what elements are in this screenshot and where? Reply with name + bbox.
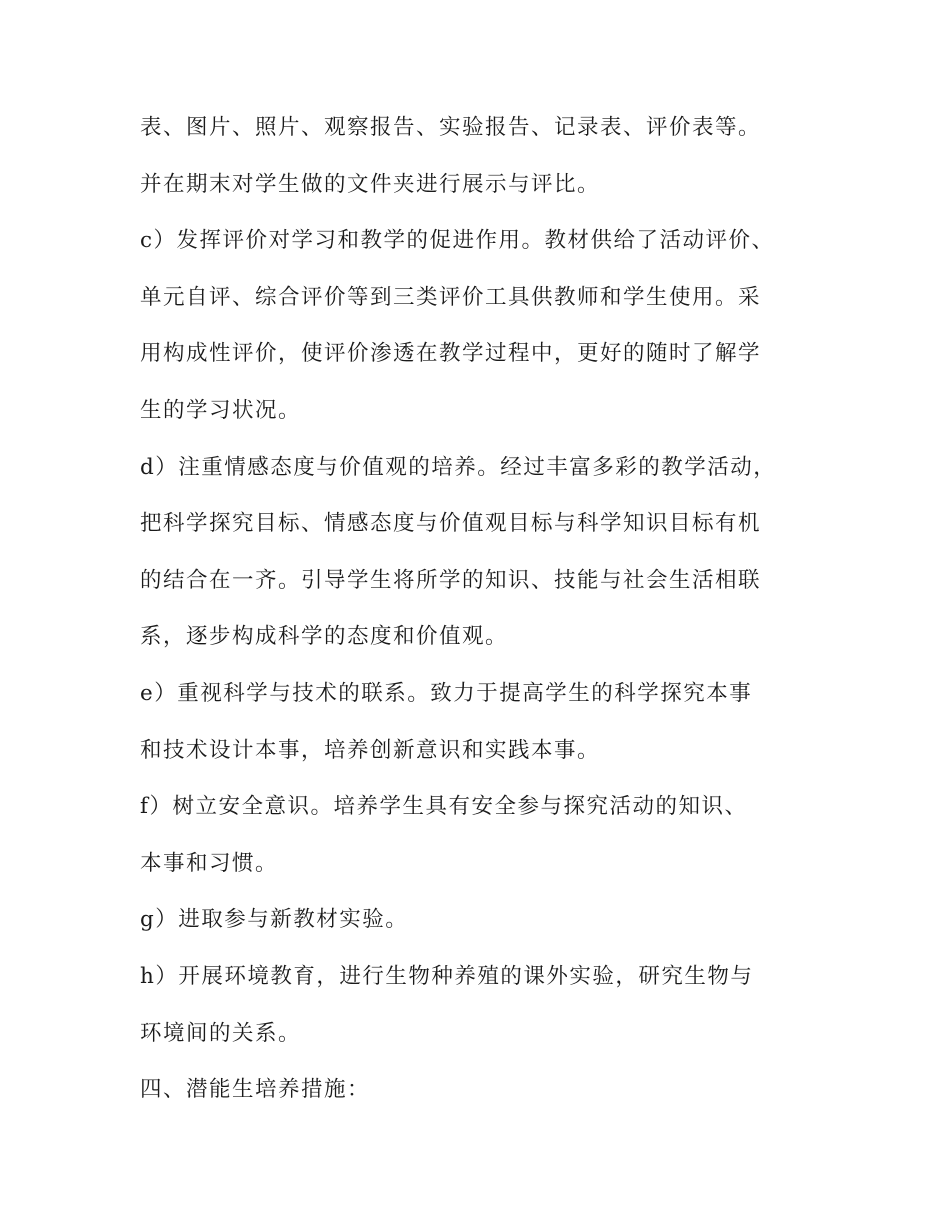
text-line: 的结合在一齐。引导学生将所学的知识、技能与社会生活相联 [140, 567, 762, 593]
section-heading: 四、潜能生培养措施： [140, 1077, 371, 1103]
text-line: 系，逐步构成科学的态度和价值观。 [140, 624, 509, 650]
text-line: 环境间的关系。 [140, 1020, 302, 1046]
text-line: e）重视科学与技术的联系。致力于提高学生的科学探究本事 [140, 680, 753, 706]
text-line: 并在期末对学生做的文件夹进行展示与评比。 [140, 171, 601, 197]
text-line: 用构成性评价，使评价渗透在教学过程中，更好的随时了解学 [140, 341, 762, 367]
text-line: 把科学探究目标、情感态度与价值观目标与科学知识目标有机 [140, 511, 762, 537]
text-line: 生的学习状况。 [140, 397, 302, 423]
text-line: d）注重情感态度与价值观的培养。经过丰富多彩的教学活动， [140, 454, 777, 480]
document-body [140, 108, 820, 1127]
text-line: 本事和习惯。 [140, 850, 279, 876]
text-line: g）进取参与新教材实验。 [140, 907, 409, 933]
text-line: c）发挥评价对学习和教学的促进作用。教材供给了活动评价、 [140, 228, 775, 254]
text-line: 表、图片、照片、观察报告、实验报告、记录表、评价表等。 [140, 115, 762, 140]
text-line: f）树立安全意识。培养学生具有安全参与探究活动的知识、 [140, 794, 748, 820]
text-line: 和技术设计本事，培养创新意识和实践本事。 [140, 737, 601, 763]
text-line: h）开展环境教育，进行生物种养殖的课外实验，研究生物与 [140, 963, 754, 989]
text-line: 单元自评、综合评价等到三类评价工具供教师和学生使用。采 [140, 284, 762, 310]
